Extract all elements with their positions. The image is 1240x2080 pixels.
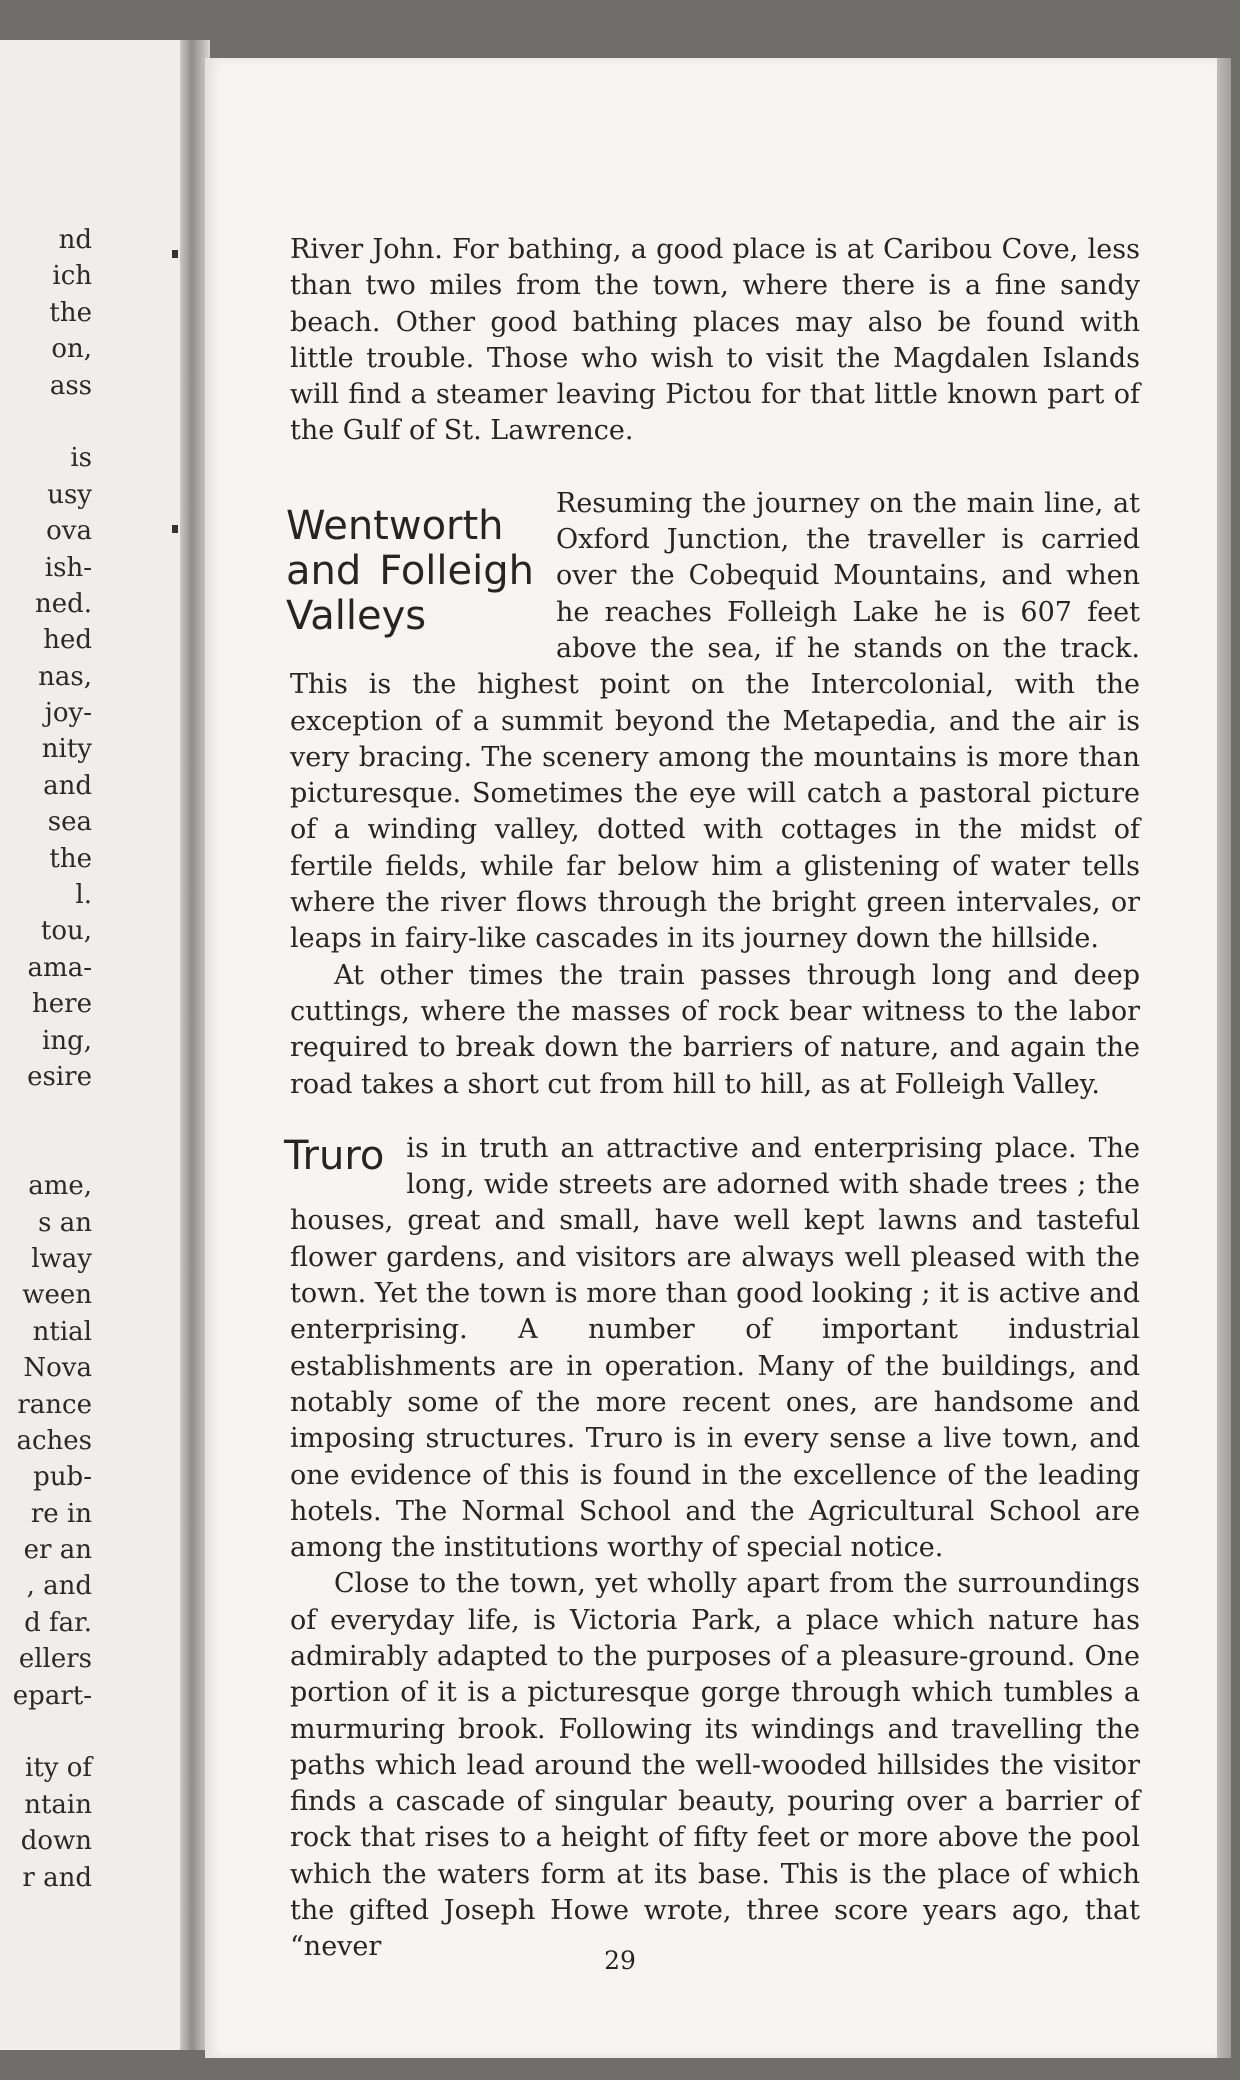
wentworth-paragraph-1: Resuming the journey on the main line, at Oxford Junction, the traveller is carried over the Cobequid Mountains, and when he reaches Folleigh Lake he is 607 feet above the sea, if he stands on the track. This is the highest point on the Intercolonial, with the exception of a summit beyond the Metapedia, and the air is very bracing. The scenery among the mountains is more than picturesque. Sometimes the eye will catch a pastoral picture of a winding valley, dotted with cottages in the midst of fertile fields, while far below him a glistening of water tells where the river flows through the bright green intervales, or leaps in fairy-like cascades in its journey down the hillside. [290,487,1140,955]
page-body [284,232,1140,1966]
left-page-line: ama- [27,952,92,983]
left-page-line: ing, [42,1025,92,1056]
left-page-line [0,1132,92,1168]
section-heading-wentworth: Wentworth and Folleigh Valleys [286,502,534,639]
truro-paragraph-1: is in truth an attractive and enterprising place. The long, wide streets are adorned with shade trees ; the houses, great and small, have well kept lawns and tasteful flower gardens, and visitors are always well pleased with the town. Yet the town is more than good looking ; it is active and enterprising. A number of important industrial establishments are in operation. Many of the buildings, and notably some of the more recent ones, are handsome and imposing structures. Truro is in every sense a live town, and one evidence of this is found in the excellence of the leading hotels. The Normal School and the Agricultural School are among the institutions worthy of special notice. [290,1132,1140,1564]
left-page-line: is [70,443,92,474]
left-page-line: usy [47,479,92,510]
left-page-line: the [49,843,92,874]
binding-mark [172,525,178,533]
left-page-line: ntain [24,1789,92,1820]
left-page-line: ellers [18,1644,92,1675]
left-page-line: r and [22,1862,92,1893]
left-page-line: Nova [23,1353,92,1384]
left-page-line: ame, [28,1171,92,1202]
left-page-line: rance [17,1389,92,1420]
left-page-line: d far. [24,1607,92,1638]
left-page-line: re in [30,1498,92,1529]
section-heading-truro: Truro [284,1132,385,1179]
left-page-line: ntial [32,1316,92,1347]
left-page-line: hed [43,625,92,656]
binding-mark [172,250,178,258]
left-page-line: ned. [34,588,92,619]
left-page-line: pub- [33,1462,92,1493]
left-page-line [0,1714,92,1750]
page-number: 29 [604,1946,636,1975]
page-edge [1217,58,1231,2058]
left-page-line: epart- [12,1680,92,1711]
left-page-line: on, [51,334,92,365]
left-page-line: down [20,1826,92,1857]
left-page-line: , and [26,1571,92,1602]
left-page-line: and [43,770,92,801]
left-page-line: nas, [38,661,92,692]
left-page-line: nd [58,225,92,255]
left-page-line: ity of [25,1753,92,1784]
left-page-line: ova [46,516,92,547]
left-page-line: here [32,989,92,1020]
left-page-line: esire [27,1061,92,1092]
section-truro [284,1131,1140,1966]
section-wentworth [286,486,1140,1103]
left-page-line: er an [23,1535,92,1566]
intro-paragraph: River John. For bathing, a good place is at Caribou Cove, less than two miles from the town, where there is a fine sandy beach. Other good bathing places may also be found with little trouble. Those who wish to visit the Magdalen Islands will find a steamer leaving Pictou for that little known part of the Gulf of St. Lawrence. [290,234,1140,447]
left-page-line: ass [49,370,92,401]
left-page-line: s an [38,1207,92,1238]
left-page-line: lway [31,1243,92,1274]
left-page-line: ich [52,261,92,292]
left-page-line: l. [75,880,92,911]
truro-paragraph-2: Close to the town, yet wholly apart from the surroundings of everyday life, is Victoria Park, a place which nature has admirably adapted to the purposes of a pleasure-ground. One portion of it is a picturesque gorge through which tumbles a murmuring brook. Following its windings and travelling the paths which lead around the well-wooded hillsides the visitor finds a cascade of singular beauty, pouring over a barrier of rock that rises to a height of fifty feet or more above the pool which the waters form at its base. This is the place of which the gifted Joseph Howe wrote, three score years ago, that “never [290,1568,1140,1963]
left-page-line: joy- [44,698,92,729]
left-page-line: sea [47,807,92,838]
left-page-text [0,222,92,1896]
wentworth-paragraph-2: At other times the train passes through long and deep cuttings, where the masses of rock bear witness to the labor required to break down the barriers of nature, and again the road takes a short cut from hill to hill, as at Folleigh Valley. [290,959,1140,1100]
left-page-line: aches [16,1425,92,1456]
left-page-line: nity [41,734,92,765]
left-page-line: ish- [44,552,92,583]
left-page-line: the [49,297,92,328]
left-page-line: tou, [40,916,92,947]
left-page-line [0,404,92,440]
left-page-line [0,1095,92,1131]
left-page-line: ween [22,1280,92,1311]
